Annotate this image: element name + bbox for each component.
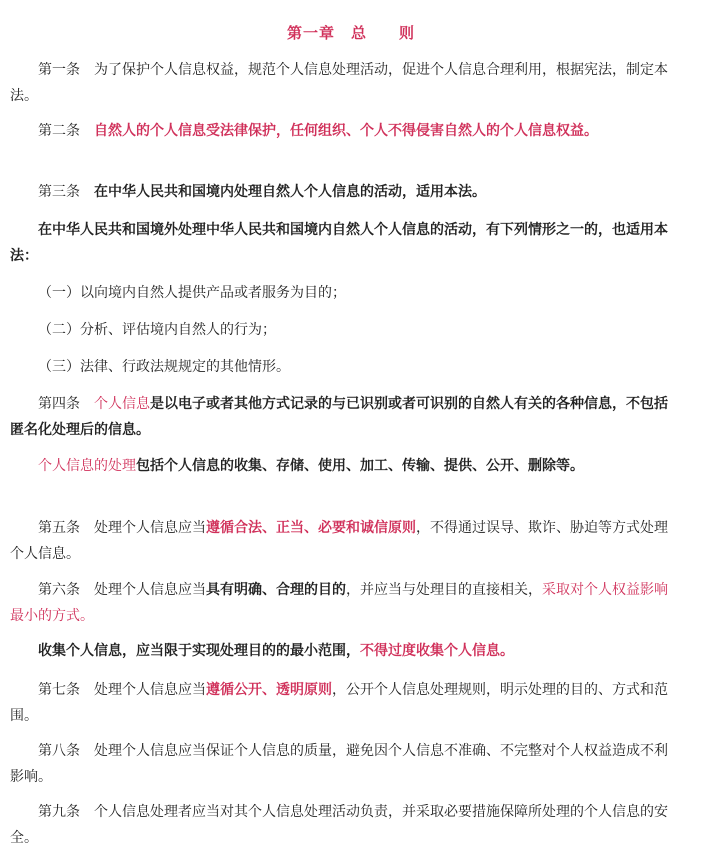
article-3-text: 在中华人民共和国境内处理自然人个人信息的活动，适用本法。 [94, 184, 486, 200]
article-3-item-1: （一）以向境内自然人提供产品或者服务为目的； [38, 285, 346, 301]
article-8-number: 第八条 [38, 743, 80, 759]
article-5-post: ，不得通过误导、欺诈、胁迫等方式处理个人信息。 [10, 520, 668, 562]
article-9-text: 个人信息处理者应当对其个人信息处理活动负责，并采取必要措施保障所处理的个人信息的安全。 [10, 804, 668, 846]
article-4 [10, 391, 674, 443]
article-3-item-3: （三）法律、行政法规规定的其他情形。 [38, 359, 290, 375]
article-6-number: 第六条 [38, 582, 80, 598]
article-8 [10, 738, 674, 790]
article-5-pre: 处理个人信息应当 [94, 520, 206, 536]
article-4-definition-2: 包括个人信息的收集、存储、使用、加工、传输、提供、公开、删除等。 [136, 458, 584, 474]
article-9 [10, 799, 674, 851]
article-4-paragraph-2 [10, 453, 674, 479]
article-2-number: 第二条 [38, 123, 80, 139]
article-4-term-1: 个人信息 [94, 396, 150, 412]
article-7-highlight: 遵循公开、透明原则 [206, 682, 332, 698]
article-6 [10, 577, 674, 629]
article-3-item-2: （二）分析、评估境内自然人的行为； [38, 322, 276, 338]
article-6-paragraph-2 [10, 638, 674, 664]
article-9-number: 第九条 [38, 804, 80, 820]
article-4-number: 第四条 [38, 396, 80, 412]
article-7-number: 第七条 [38, 682, 80, 698]
article-6-pre: 处理个人信息应当 [94, 582, 206, 598]
article-1 [10, 57, 674, 109]
article-1-text: 为了保护个人信息权益，规范个人信息处理活动，促进个人信息合理利用，根据宪法，制定本法。 [10, 62, 668, 104]
article-6-para2-red: 不得过度收集个人信息。 [360, 643, 514, 659]
article-5-number: 第五条 [38, 520, 80, 536]
article-5-highlight: 遵循合法、正当、必要和诚信原则 [206, 520, 416, 536]
article-6-para2-bold: 收集个人信息，应当限于实现处理目的的最小范围， [38, 643, 360, 659]
article-3 [10, 179, 674, 205]
chapter-title: 第一章 总 则 [286, 24, 415, 42]
article-2-text: 自然人的个人信息受法律保护，任何组织、个人不得侵害自然人的个人信息权益。 [94, 123, 598, 139]
article-4-definition-1: 是以电子或者其他方式记录的与已识别或者可识别的自然人有关的各种信息，不包括匿名化处理后的信息。 [10, 396, 668, 438]
article-3-number: 第三条 [38, 184, 80, 200]
article-6-red: 采取对个人权益影响最小的方式。 [10, 582, 668, 624]
article-1-number: 第一条 [38, 62, 80, 78]
article-7 [10, 677, 674, 729]
article-7-post: ，公开个人信息处理规则，明示处理的目的、方式和范围。 [10, 682, 668, 724]
article-2 [10, 118, 674, 144]
article-4-term-2: 个人信息的处理 [38, 458, 136, 474]
article-6-mid: ，并应当与处理目的直接相关， [346, 582, 542, 598]
article-5 [10, 515, 674, 567]
article-8-text: 处理个人信息应当保证个人信息的质量，避免因个人信息不准确、不完整对个人权益造成不利影响。 [10, 743, 668, 785]
article-3-paragraph-2: 在中华人民共和国境外处理中华人民共和国境内自然人个人信息的活动，有下列情形之一的，也适用本法： [10, 222, 668, 264]
article-7-pre: 处理个人信息应当 [94, 682, 206, 698]
article-6-bold: 具有明确、合理的目的 [206, 582, 346, 598]
